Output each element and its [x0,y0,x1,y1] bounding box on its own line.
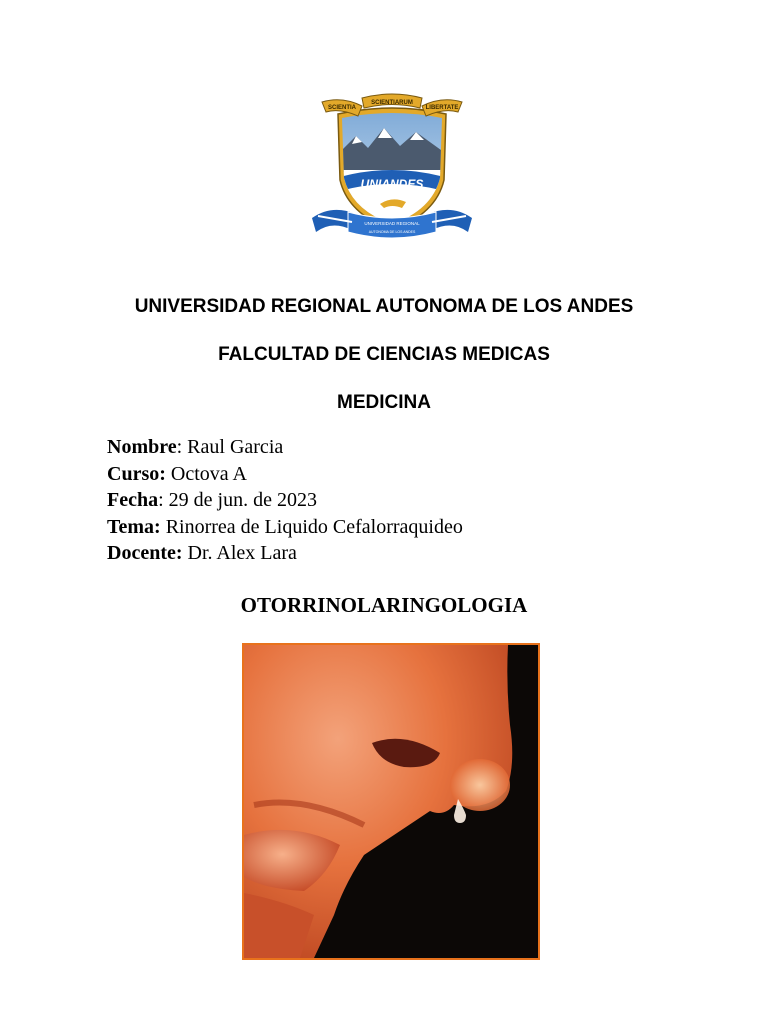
docente-row [107,540,463,567]
fecha-row [107,487,463,514]
nombre-value: : Raul Garcia [176,436,284,458]
tema-label: Tema: [107,515,161,538]
docente-value: Dr. Alex Lara [182,542,297,564]
career-name: MEDICINA [337,392,431,413]
nose-photo [242,643,540,960]
nombre-row [107,434,463,461]
nombre-label: Nombre [107,436,177,458]
fecha-value: : 29 de jun. de 2023 [158,489,317,511]
banner-left-text: SCIENTIA [327,105,357,111]
university-logo [312,92,472,248]
curso-row [107,461,463,488]
ribbon-subtext: AUTONOMA DE LOS ANDES [368,230,416,234]
student-info [107,434,463,567]
tema-value: Rinorrea de Liquido Cefalorraquideo [160,515,463,538]
banner-right-text: LIBERTATE [425,105,459,111]
university-name: UNIVERSIDAD REGIONAL AUTONOMA DE LOS ANDES [134,296,634,317]
ribbon-text: UNIVERSIDAD REGIONAL [364,221,420,226]
nose-illustration [244,645,538,958]
docente-label: Docente: [107,542,183,564]
shield-text: UNIANDES [360,177,424,191]
fecha-label: Fecha [107,489,159,511]
faculty-name: FALCULTAD DE CIENCIAS MEDICAS [218,344,550,365]
banner-center-text: SCIENTIARUM [371,100,413,106]
tema-row [107,514,463,541]
curso-label: Curso: [107,462,166,485]
curso-value: Octova A [165,462,247,485]
subject-title: OTORRINOLARINGOLOGIA [240,593,528,617]
